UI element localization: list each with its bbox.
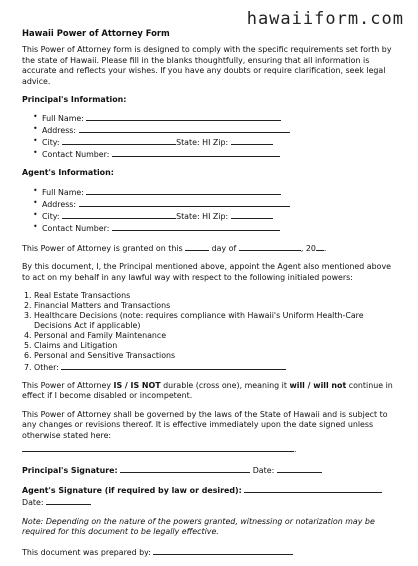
principal-city-blank[interactable] — [62, 136, 176, 145]
power-item-other[interactable] — [34, 361, 400, 373]
agent-signature-blank[interactable] — [244, 484, 382, 493]
principal-signature-line — [22, 464, 400, 476]
prepared-by-line — [22, 546, 400, 558]
principal-date-blank[interactable] — [277, 464, 322, 473]
agent-state-zip-label: State: HI Zip: — [176, 211, 229, 221]
principal-zip-blank[interactable] — [231, 136, 273, 145]
agent-full-name-label: Full Name: — [42, 187, 84, 197]
principal-city-field[interactable] — [34, 136, 400, 148]
durable-is-option[interactable]: IS — [113, 381, 123, 391]
granted-month-blank[interactable] — [239, 242, 301, 251]
principal-state-zip-label: State: HI Zip: — [176, 138, 229, 148]
agent-contact-field[interactable] — [34, 222, 400, 234]
agent-address-blank[interactable] — [79, 198, 290, 207]
granted-year-blank[interactable] — [316, 242, 324, 251]
prepared-by-blank[interactable] — [153, 546, 293, 555]
prepared-by-label: This document was prepared by: — [22, 547, 151, 557]
granted-year-prefix: , 20 — [300, 243, 316, 253]
durable-will-option[interactable]: will — [289, 381, 305, 391]
intro-paragraph: This Power of Attorney form is designed to comply with the specific requirements set forth by the state of Hawaii. Please fill in the blanks thoughtfully, ensuring that all information is accurate and reflects your wishes. If you have any doubts or require clarification, seek legal advice. — [22, 45, 392, 86]
power-item-family-maintenance[interactable]: 4. Personal and Family Maintenance — [34, 331, 400, 341]
principal-fields — [22, 112, 400, 160]
form-content — [22, 28, 400, 566]
principal-contact-label: Contact Number: — [42, 150, 110, 160]
appointment-paragraph: By this document, I, the Principal mentioned above, appoint the Agent also mentioned above to act on my behalf in any lawful way with respect to the following initialed powers: — [22, 262, 391, 282]
principal-full-name-blank[interactable] — [86, 112, 281, 121]
principal-full-name-field[interactable] — [34, 112, 400, 124]
principal-city-label: City: — [42, 138, 60, 148]
agent-signature-line — [22, 484, 400, 509]
effective-date-line[interactable]: . — [22, 443, 400, 455]
agent-full-name-blank[interactable] — [86, 186, 281, 195]
durable-slash-1: / — [122, 381, 131, 391]
principal-address-label: Address: — [42, 126, 77, 136]
durable-slash-2: / — [304, 381, 314, 391]
agent-contact-blank[interactable] — [112, 222, 280, 231]
principal-date-label: Date: — [252, 465, 275, 475]
agent-date-label: Date: — [22, 498, 44, 508]
principal-signature-blank[interactable] — [120, 464, 250, 473]
durability-paragraph — [22, 381, 400, 402]
principal-heading: Principal's Information: — [22, 95, 127, 105]
granted-period: . — [323, 243, 327, 253]
agent-city-blank[interactable] — [62, 210, 176, 219]
agent-signature-label: Agent's Signature (if required by law or desired): — [22, 485, 242, 495]
brand-logo[interactable]: hawaiiform.com — [246, 9, 404, 29]
power-item-sensitive[interactable]: 6. Personal and Sensitive Transactions — [34, 351, 400, 361]
principal-address-field[interactable] — [34, 124, 400, 136]
durable-text-a: This Power of Attorney — [22, 381, 112, 391]
principal-signature-label: Principal's Signature: — [22, 465, 118, 475]
granted-day-blank[interactable] — [185, 242, 209, 251]
power-item-real-estate[interactable]: 1. Real Estate Transactions — [34, 291, 400, 301]
agent-address-field[interactable] — [34, 198, 400, 210]
agent-date-blank[interactable] — [46, 496, 91, 505]
notarization-note: Note: Depending on the nature of the powers granted, witnessing or notarization may be required for this document to be legally effective. — [22, 516, 375, 537]
agent-address-label: Address: — [42, 199, 77, 209]
principal-full-name-label: Full Name: — [42, 114, 84, 124]
power-other-blank[interactable] — [61, 361, 286, 370]
principal-address-blank[interactable] — [79, 124, 290, 133]
agent-city-field[interactable] — [34, 210, 400, 222]
agent-fields — [22, 186, 400, 234]
agent-contact-label: Contact Number: — [42, 223, 110, 233]
principal-contact-field[interactable] — [34, 148, 400, 160]
effective-date-blank[interactable] — [22, 443, 294, 452]
powers-list — [22, 291, 400, 373]
power-item-financial[interactable]: 2. Financial Matters and Transactions — [34, 301, 400, 311]
durable-is-not-option[interactable]: IS NOT — [130, 381, 161, 391]
granted-text: This Power of Attorney is granted on this — [22, 243, 183, 253]
agent-heading: Agent's Information: — [22, 168, 114, 178]
governing-law-paragraph: This Power of Attorney shall be governed by the laws of the State of Hawaii and is subject to any changes or revisions thereof. It is effective immediately upon the date signed unless otherwise stated here: — [22, 409, 388, 440]
durable-text-b: durable (cross one), meaning it — [160, 381, 290, 391]
granted-date-line — [22, 242, 400, 254]
power-item-claims[interactable]: 5. Claims and Litigation — [34, 341, 400, 351]
agent-full-name-field[interactable] — [34, 186, 400, 198]
durable-will-not-option[interactable]: will not — [313, 381, 347, 391]
durable-text-c: continue in effect if I become disabled or incompetent. — [22, 381, 393, 401]
agent-city-label: City: — [42, 211, 60, 221]
principal-contact-blank[interactable] — [112, 148, 280, 157]
power-item-healthcare[interactable]: 3. Healthcare Decisions (note: requires compliance with Hawaii's Uniform Health-Care Decisions Act if applicable) — [34, 311, 400, 331]
power-other-label: Other: — [34, 363, 59, 373]
agent-zip-blank[interactable] — [231, 210, 273, 219]
granted-day-of-text: day of — [211, 243, 237, 253]
form-title: Hawaii Power of Attorney Form — [22, 28, 170, 38]
